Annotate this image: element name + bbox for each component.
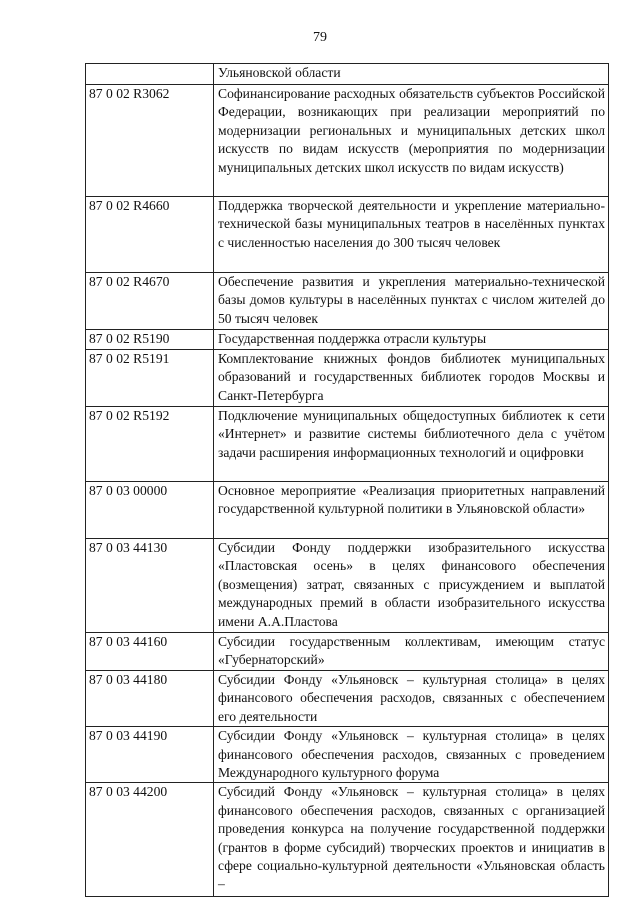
row-code: 87 0 02 R5190 — [86, 330, 214, 350]
row-description: Субсидии Фонду «Ульяновск – культурная столица» в целях финансового обеспечения расходов, связанных с обеспечением его деятельности — [214, 671, 609, 727]
page-number: 79 — [313, 30, 327, 45]
row-code: 87 0 03 44130 — [86, 539, 214, 633]
row-code: 87 0 03 44190 — [86, 727, 214, 783]
row-description: Субсидии Фонду поддержки изобразительного искусства «Пластовская осень» в целях финансового обеспечения (возмещения) затрат, связанных с присуждением и выплатой международных премий в области изобразительного искусства имени А.А.Пластова — [214, 539, 609, 633]
row-code: 87 0 02 R3062 — [86, 85, 214, 197]
row-description: Поддержка творческой деятельности и укрепление материально-технической базы муниципальных театров в населённых пунктах с численностью населения до 300 тысяч человек — [214, 197, 609, 273]
row-code: 87 0 02 R5192 — [86, 407, 214, 482]
row-description: Субсидии государственным коллективам, имеющим статус «Губернаторский» — [214, 633, 609, 671]
row-code: 87 0 03 44200 — [86, 783, 214, 897]
row-description: Софинансирование расходных обязательств субъектов Российской Федерации, возникающих при реализации мероприятий по модернизации региональных и муниципальных детских школ искусств по видам искусств (мероприятия по модернизации муниципальных детских школ искусств по видам искусств) — [214, 85, 609, 197]
row-code: 87 0 03 44160 — [86, 633, 214, 671]
budget-classification-table — [85, 63, 609, 897]
row-description: Государственная поддержка отрасли культуры — [214, 330, 609, 350]
row-description: Ульяновской области — [214, 64, 609, 85]
row-code: 87 0 02 R4660 — [86, 197, 214, 273]
row-code: 87 0 03 00000 — [86, 482, 214, 539]
row-description: Подключение муниципальных общедоступных библиотек к сети «Интернет» и развитие системы библиотечного дела с учётом задачи расширения информационных технологий и оцифровки — [214, 407, 609, 482]
table-row — [86, 407, 609, 482]
table-row — [86, 633, 609, 671]
table-row — [86, 727, 609, 783]
table-row — [86, 330, 609, 350]
row-description: Основное мероприятие «Реализация приоритетных направлений государственной культурной политики в Ульяновской области» — [214, 482, 609, 539]
row-description: Субсидий Фонду «Ульяновск – культурная столица» в целях финансового обеспечения расходов, связанных с организацией проведения конкурса на получение государственной поддержки (грантов в форме субсидий) творческих проектов и инициатив в сфере социально-культурной деятельности «Ульяновская область – — [214, 783, 609, 897]
row-description: Обеспечение развития и укрепления материально-технической базы домов культуры в населённых пунктах с числом жителей до 50 тысяч человек — [214, 273, 609, 330]
row-code — [86, 64, 214, 85]
table-row — [86, 482, 609, 539]
table-row — [86, 783, 609, 897]
row-code: 87 0 02 R5191 — [86, 350, 214, 407]
row-description: Субсидии Фонду «Ульяновск – культурная столица» в целях финансового обеспечения расходов, связанных с проведением Международного культурного форума — [214, 727, 609, 783]
table-row — [86, 273, 609, 330]
table-row — [86, 539, 609, 633]
table-row — [86, 64, 609, 85]
table-row — [86, 85, 609, 197]
row-code: 87 0 03 44180 — [86, 671, 214, 727]
table-row — [86, 350, 609, 407]
table-row — [86, 197, 609, 273]
table-row — [86, 671, 609, 727]
row-code: 87 0 02 R4670 — [86, 273, 214, 330]
row-description: Комплектование книжных фондов библиотек муниципальных образований и государственных библиотек городов Москвы и Санкт-Петербурга — [214, 350, 609, 407]
